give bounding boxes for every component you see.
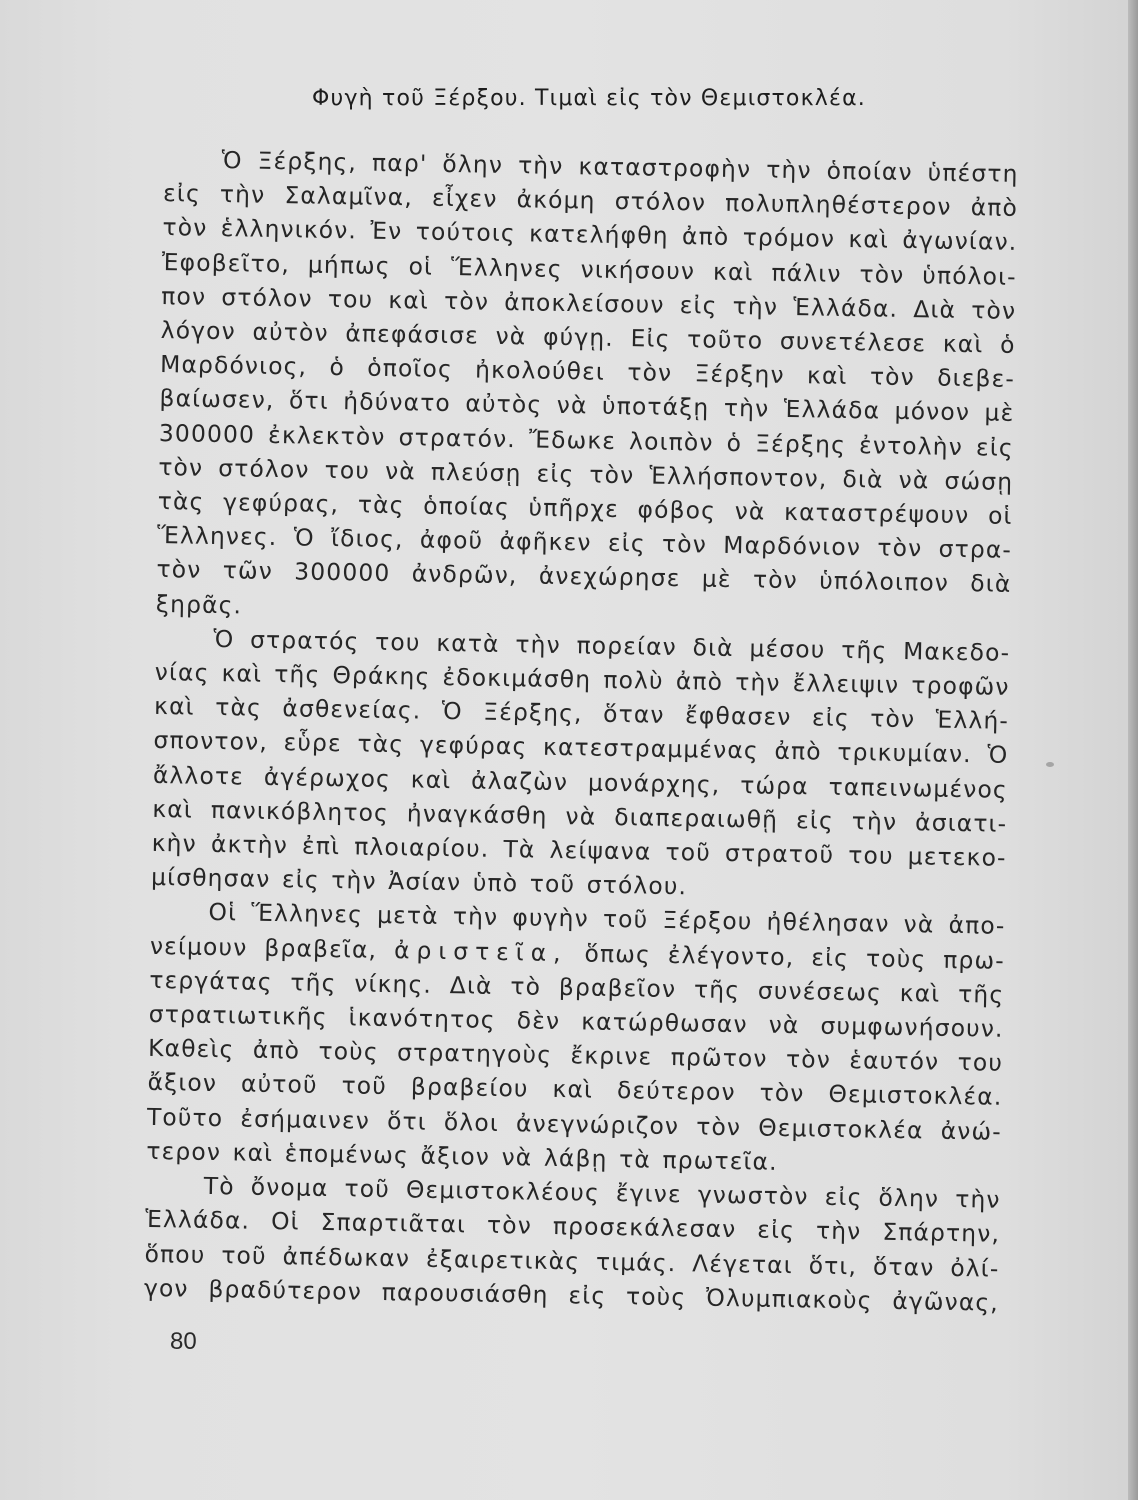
text-line: κὴν ἀκτὴν ἐπὶ πλοιαρίου. Τὰ λείψανα τοῦ στρατοῦ του μετεκο- xyxy=(151,828,1007,872)
text-line: Ἕλληνες. Ὁ ἴδιος, ἀφοῦ ἀφῆκεν εἰς τὸν Μαρδόνιον τὸν στρα- xyxy=(156,521,1013,565)
text-line: 300000 ἐκλεκτὸν στρατόν. Ἔδωκε λοιπὸν ὁ Ξέρξης ἐντολὴν εἰς xyxy=(158,418,1015,462)
page-number: 80 xyxy=(170,1328,197,1355)
text-line: Ὁ Ξέρξης, παρ' ὅλην τὴν καταστροφὴν τὴν ὁποίαν ὑπέστη xyxy=(221,146,1019,188)
text-line: Ἐφοβεῖτο, μήπως οἱ Ἕλληνες νικήσουν καὶ πάλιν τὸν ὑπόλοι- xyxy=(161,247,1018,291)
paragraph-themistocles-fame xyxy=(144,1168,1001,1320)
text-segment: ὅπως ἐλέγοντο, εἰς τοὺς πρω- xyxy=(584,939,1006,975)
text-segment: νείμουν βραβεῖα, xyxy=(149,931,378,964)
paragraph-awards xyxy=(146,894,1006,1183)
paragraph-xerxes-flight xyxy=(156,142,1019,636)
text-line: ξηρᾶς. xyxy=(155,589,243,620)
text-line: πον στόλον του καὶ τὸν ἀποκλείσουν εἰς τὴν Ἑλλάδα. Διὰ τὸν xyxy=(161,281,1017,325)
text-line: τεργάτας τῆς νίκης. Διὰ τὸ βραβεῖον τῆς συνέσεως καὶ τῆς xyxy=(149,965,1005,1009)
text-line: Τὸ ὄνομα τοῦ Θεμιστοκλέους ἔγινε γνωστὸν εἰς ὅλην τὴν xyxy=(203,1171,1001,1214)
text-line: νίας καὶ τῆς Θράκης ἐδοκιμάσθη πολὺ ἀπὸ τὴν ἔλλειψιν τροφῶν xyxy=(154,657,1010,701)
text-line: μίσθησαν εἰς τὴν Ἀσίαν ὑπὸ τοῦ στόλου. xyxy=(150,863,688,901)
text-line: εἰς τὴν Σαλαμῖνα, εἶχεν ἀκόμη στόλον πολυπληθέστερον ἀπὸ xyxy=(162,179,1019,223)
text-line: ἄξιον αὐτοῦ τοῦ βραβείου καὶ δεύτερον τὸν Θεμιστοκλέα. xyxy=(147,1068,1003,1112)
text-line: Καθεὶς ἀπὸ τοὺς στρατηγοὺς ἔκρινε πρῶτον τὸν ἑαυτόν του xyxy=(147,1034,1004,1078)
text-line: ἄλλοτε ἀγέρωχος καὶ ἀλαζὼν μονάρχης, τώρα ταπεινωμένος xyxy=(152,760,1009,804)
text-line: τὸν στόλον του νὰ πλεύσῃ εἰς τὸν Ἑλλήσποντον, διὰ νὰ σώσῃ xyxy=(158,452,1014,496)
text-line: γον βραδύτερον παρουσιάσθη εἰς τοὺς Ὀλυμπιακοὺς ἀγῶνας, xyxy=(143,1273,1000,1317)
page-heading: Φυγὴ τοῦ Ξέρξου. Τιμαὶ εἰς τὸν Θεμιστοκλέα. xyxy=(312,86,866,111)
text-line: τὰς γεφύρας, τὰς ὁποίας ὑπῆρχε φόβος νὰ καταστρέψουν οἱ xyxy=(157,486,1013,530)
text-line: Τοῦτο ἐσήμαινεν ὅτι ὅλοι ἀνεγνώριζον τὸν Θεμιστοκλέα ἀνώ- xyxy=(146,1102,1003,1146)
text-line: βαίωσεν, ὅτι ἠδύνατο αὐτὸς νὰ ὑποτάξῃ τὴν Ἑλλάδα μόνον μὲ xyxy=(159,384,1015,428)
text-line: καὶ τὰς ἀσθενείας. Ὁ Ξέρξης, ὅταν ἔφθασεν εἰς τὸν Ἑλλή- xyxy=(153,692,1010,736)
text-line: τὸν ἑλληνικόν. Ἐν τούτοις κατελήφθη ἀπὸ τρόμον καὶ ἀγωνίαν. xyxy=(162,213,1018,257)
text-line: τερον καὶ ἑπομένως ἄξιον νὰ λάβῃ τὰ πρωτεῖα. xyxy=(146,1136,778,1176)
text-line: Ὁ στρατός του κατὰ τὴν πορείαν διὰ μέσου τῆς Μακεδο- xyxy=(213,624,1011,667)
text-line: ὅπου τοῦ ἀπέδωκαν ἐξαιρετικὰς τιμάς. Λέγεται ὅτι, ὅταν ὀλί- xyxy=(144,1239,1000,1283)
text-line: Οἱ Ἕλληνες μετὰ τὴν φυγὴν τοῦ Ξέρξου ἠθέλησαν νὰ ἀπο- xyxy=(208,898,1006,941)
text-line: στρατιωτικῆς ἱκανότητος δὲν κατώρθωσαν νὰ συμφωνήσουν. xyxy=(148,999,1004,1043)
text-line: καὶ πανικόβλητος ἠναγκάσθη νὰ διαπεραιωθῇ εἰς τὴν ἀσιατι- xyxy=(152,794,1008,838)
text-line: τὸν τῶν 300000 ἀνδρῶν, ἀνεχώρησε μὲ τὸν ὑπόλοιπον διὰ xyxy=(156,555,1012,599)
paper-speck xyxy=(1046,762,1054,767)
text-line: Μαρδόνιος, ὁ ὁποῖος ἠκολούθει τὸν Ξέρξην καὶ τὸν διεβε- xyxy=(159,350,1016,394)
page-edge-shadow xyxy=(1128,0,1138,1500)
emphasized-word-aristeia: ἀριστεῖα, xyxy=(393,935,568,967)
body-text xyxy=(144,142,1019,1320)
text-line: Ἑλλάδα. Οἱ Σπαρτιᾶται τὸν προσεκάλεσαν εἰς τὴν Σπάρτην, xyxy=(144,1205,1001,1249)
text-line: λόγον αὐτὸν ἀπεφάσισε νὰ φύγῃ. Εἰς τοῦτο συνετέλεσε καὶ ὁ xyxy=(160,315,1016,359)
text-line: σποντον, εὗρε τὰς γεφύρας κατεστραμμένας ἀπὸ τρικυμίαν. Ὁ xyxy=(153,726,1009,770)
paragraph-army-retreat xyxy=(151,621,1011,910)
